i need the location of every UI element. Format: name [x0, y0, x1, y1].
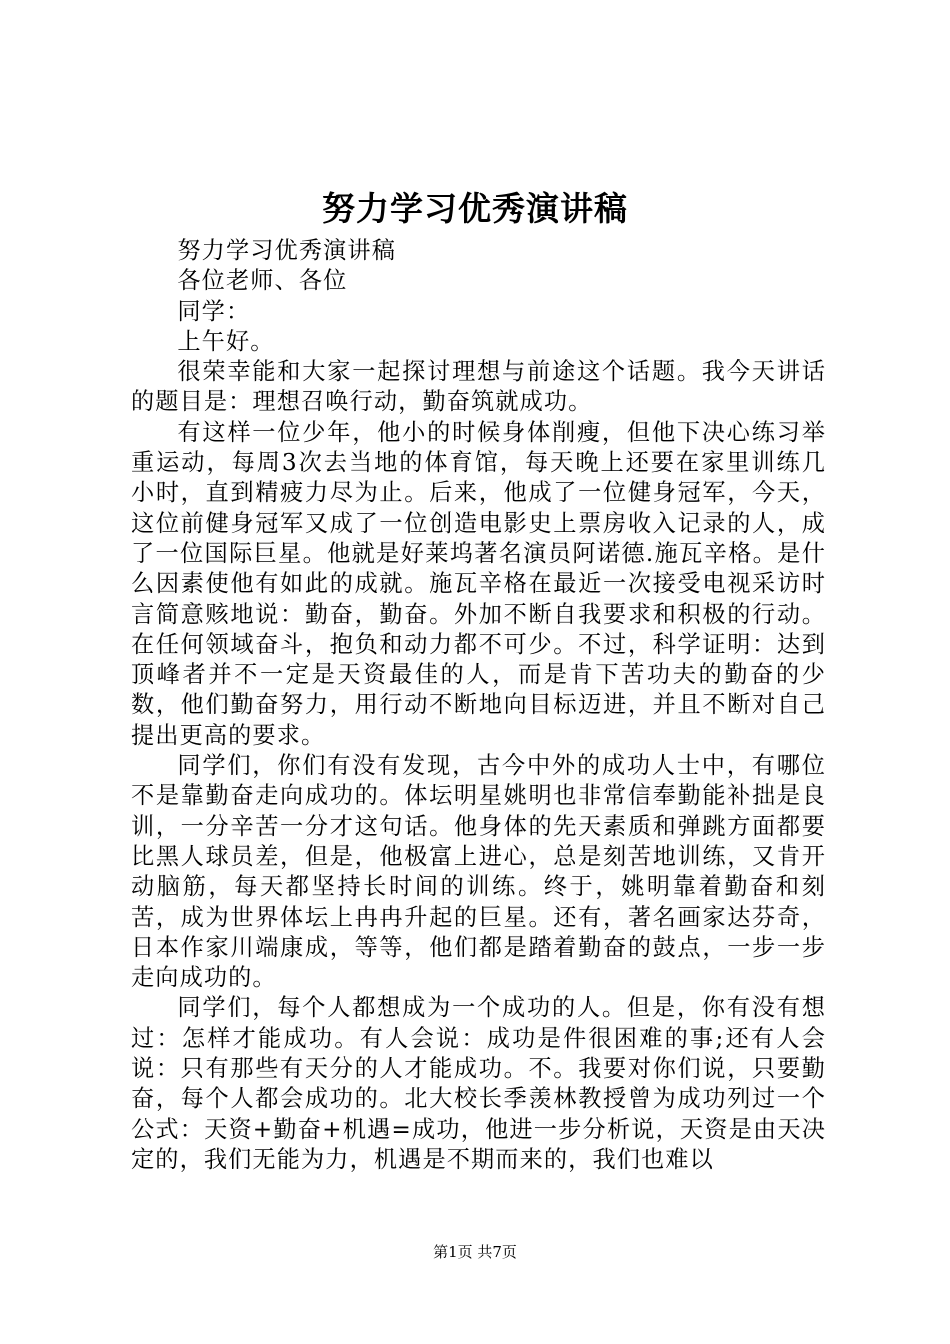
paragraph-schwarzenegger: 有这样一位少年，他小的时候身体削瘦，但他下决心练习举重运动，每周3次去当地的体育馆，每天晚上还要在家里训练几小时，直到精疲力尽为止。后来，他成了一位健身冠军，今天，这位前健身冠军又成了一位创造电影史上票房收入记录的人，成了一位国际巨星。他就是好莱坞著名演员阿诺德.施瓦辛格。是什么因素使他有如此的成就。施瓦辛格在最近一次接受电视采访时言简意赅地说：勤奋，勤奋。外加不断自我要求和积极的行动。在任何领域奋斗，抱负和动力都不可少。不过，科学证明：达到顶峰者并不一定是天资最佳的人，而是肯下苦功夫的勤奋的少数，他们勤奋努力，用行动不断地向目标迈进，并且不断对自己提出更高的要求。 — [131, 418, 826, 749]
document-body — [131, 236, 826, 1175]
paragraph-intro: 很荣幸能和大家一起探讨理想与前途这个话题。我今天讲话的题目是：理想召唤行动，勤奋筑就成功。 — [131, 358, 826, 416]
document-title: 努力学习优秀演讲稿 — [322, 189, 628, 228]
paragraph-salutation-2: 同学： — [177, 297, 251, 325]
page-indicator: 第1页 共7页 — [433, 1243, 517, 1261]
paragraph-subtitle: 努力学习优秀演讲稿 — [177, 237, 396, 264]
paragraph-salutation-1: 各位老师、各位 — [177, 267, 348, 295]
paragraph-greeting: 上午好。 — [177, 327, 275, 355]
paragraph-yao-ming: 同学们，你们有没有发现，古今中外的成功人士中，有哪位不是靠勤奋走向成功的。体坛明星姚明也非常信奉勤能补拙是良训，一分辛苦一分才这句话。他身体的先天素质和弹跳方面都要比黑人球员差，但是，他极富上进心，总是刻苦地训练，又肯开动脑筋，每天都坚持长时间的训练。终于，姚明靠着勤奋和刻苦，成为世界体坛上冉冉升起的巨星。还有，著名画家达芬奇，日本作家川端康成，等等，他们都是踏着勤奋的鼓点，一步一步走向成功的。 — [131, 752, 826, 992]
paragraph-success-formula: 同学们，每个人都想成为一个成功的人。但是，你有没有想过：怎样才能成功。有人会说：成功是件很困难的事;还有人会说：只有那些有天分的人才能成功。不。我要对你们说，只要勤奋，每个人都会成功的。北大校长季羡林教授曾为成功列过一个公式：天资+勤奋+机遇=成功，他进一步分析说，天资是由天决定的，我们无能为力，机遇是不期而来的，我们也难以 — [131, 994, 826, 1173]
page-footer — [0, 1240, 950, 1264]
